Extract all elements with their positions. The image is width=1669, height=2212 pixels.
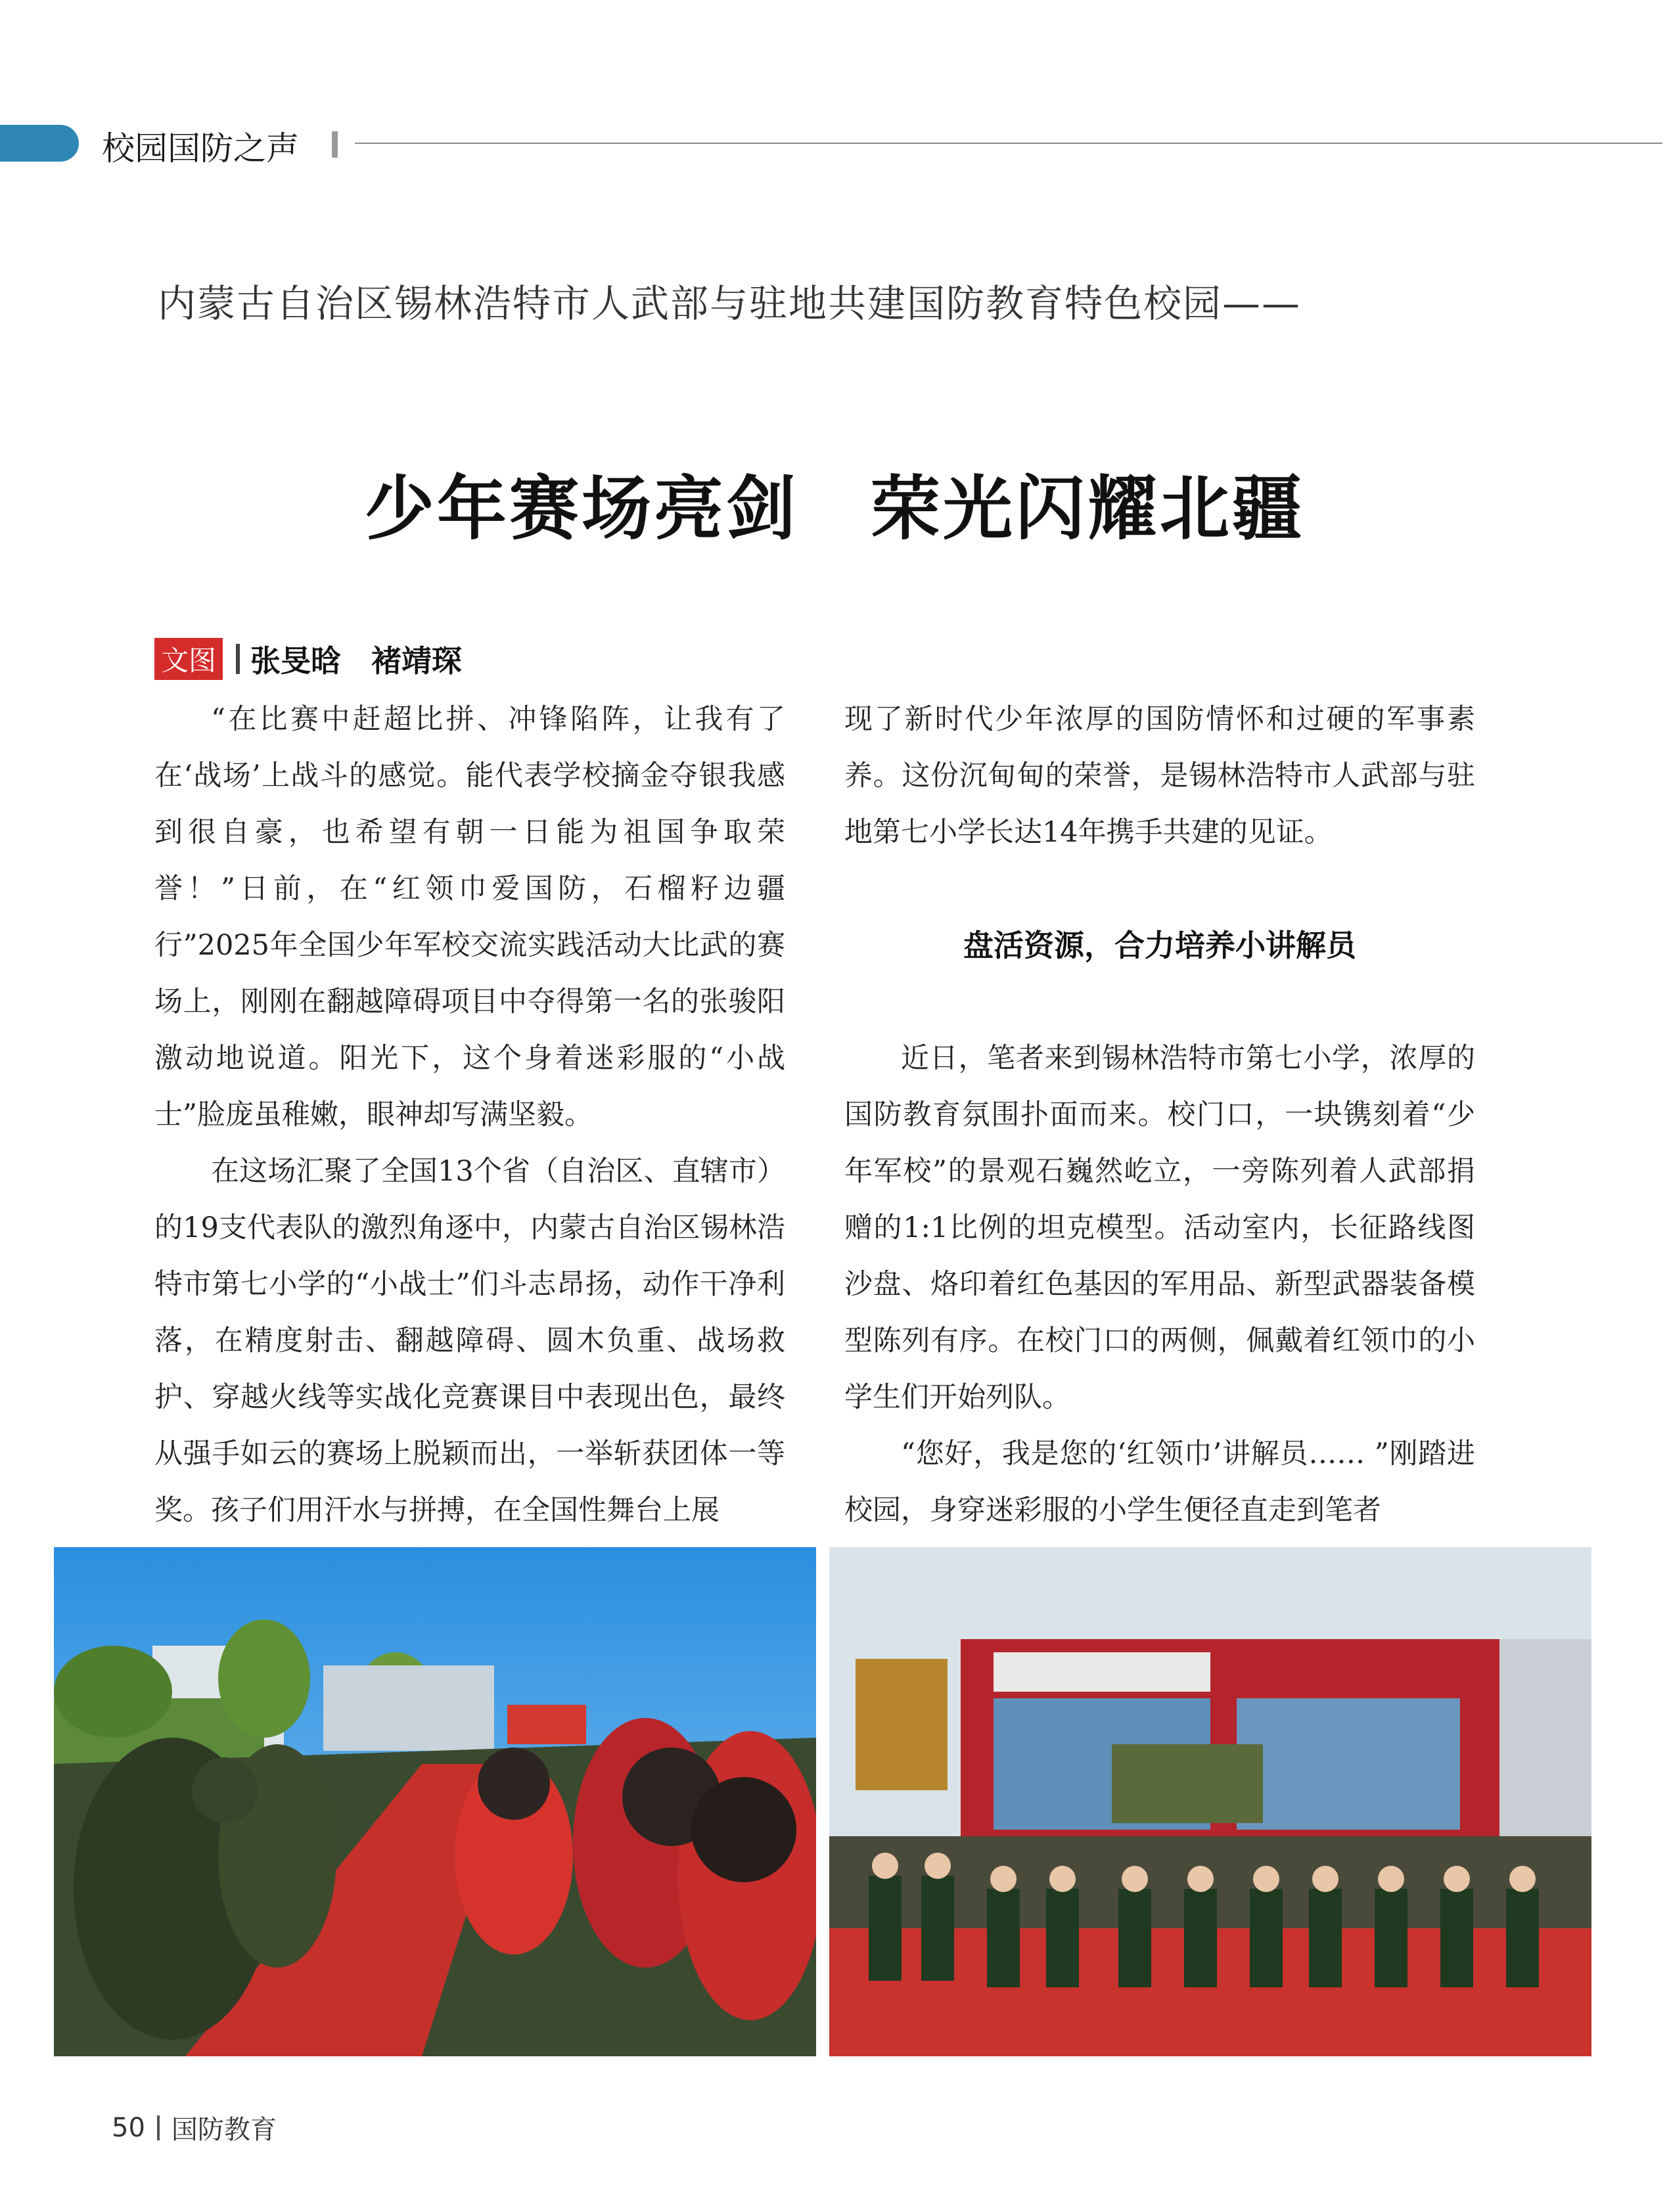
article-title: 少年赛场亮剑 荣光闪耀北疆 <box>365 468 1304 549</box>
paragraph: 在这场汇聚了全国13个省（自治区、直辖市）的19支代表队的激烈角逐中，内蒙古自治区锡林浩特市第七小学的“小战士”们斗志昂扬，动作干净利落，在精度射击、翻越障碍、圆木负重、战场救护、穿越火线等实战化竞赛课目中表现出色，最终从强手如云的赛场上脱颖而出，一举斩获团体一等奖。孩子们用汗水与拼搏，在全国性舞台上展 <box>154 1155 785 1527</box>
header-separator <box>332 131 338 158</box>
paragraph: “在比赛中赶超比拼、冲锋陷阵，让我有了在‘战场’上战斗的感觉。能代表学校摘金夺银我感到很自豪，也希望有朝一日能为祖国争取荣誉！”日前，在“红领巾爱国防，石榴籽边疆行”2025年全国少年军校交流实践活动大比武的赛场上，刚刚在翻越障碍项目中夺得第一名的张骏阳激动地说道。阳光下，这个身着迷彩服的“小战士”脸庞虽稚嫩，眼神却写满坚毅。 <box>154 703 785 1131</box>
page-footer <box>112 2109 277 2146</box>
header-accent-bar <box>0 125 79 162</box>
paragraph-continuation: 现了新时代少年浓厚的国防情怀和过硬的军事素养。这份沉甸甸的荣誉，是锡林浩特市人武部与驻地第七小学长达14年携手共建的见证。 <box>844 703 1475 849</box>
section-heading: 盘活资源，合力培养小讲解员 <box>963 928 1356 963</box>
section-title: 校园国防之声 <box>102 129 299 168</box>
paragraph: “您好，我是您的‘红领巾’讲解员…… ”刚踏进校园，身穿迷彩服的小学生便径直走到笔者 <box>844 1437 1475 1527</box>
header-rule <box>355 143 1662 144</box>
paragraph: 近日，笔者来到锡林浩特市第七小学，浓厚的国防教育氛围扑面而来。校门口，一块镌刻着“少年军校”的景观石巍然屹立，一旁陈列着人武部捐赠的1:1比例的坦克模型。活动室内，长征路线图沙盘、烙印着红色基因的军用品、新型武器装备模型陈列有序。在校门口的两侧，佩戴着红领巾的小学生们开始列队。 <box>844 1042 1475 1414</box>
footer-separator <box>157 2115 160 2140</box>
byline-authors: 张旻晗 褚靖琛 <box>250 643 463 679</box>
byline-separator <box>236 644 240 674</box>
right-column <box>844 691 1475 1539</box>
publication-name: 国防教育 <box>171 2115 277 2145</box>
article-subtitle: 内蒙古自治区锡林浩特市人武部与驻地共建国防教育特色校园—— <box>158 281 1302 326</box>
page-number: 50 <box>112 2112 145 2143</box>
byline <box>154 637 462 681</box>
left-column <box>154 691 785 1539</box>
byline-tag: 文图 <box>154 638 223 680</box>
photo-students-signing-banner <box>54 1547 816 2056</box>
photo-students-in-front-of-building <box>829 1547 1591 2056</box>
